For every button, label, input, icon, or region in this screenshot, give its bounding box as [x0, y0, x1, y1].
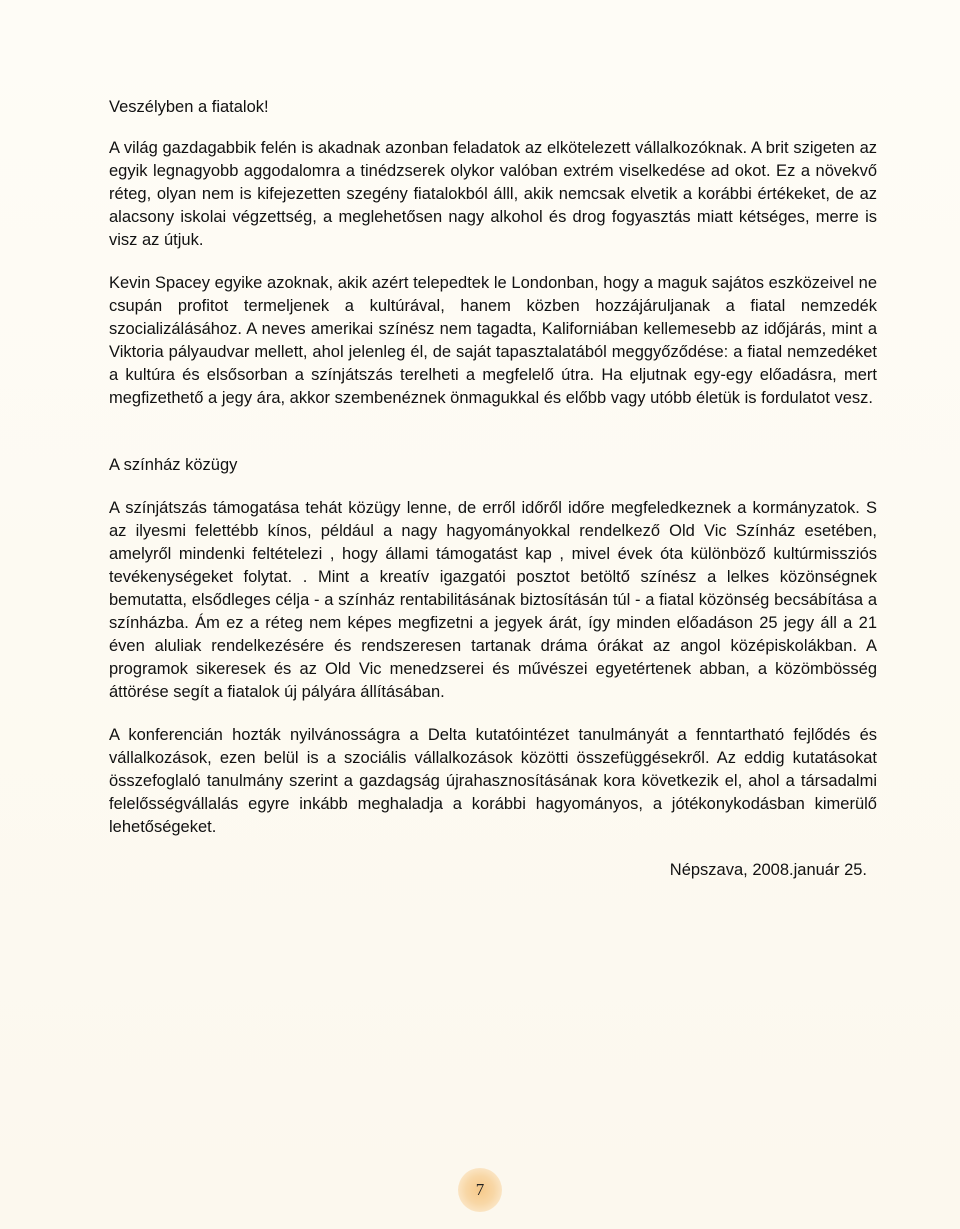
- section-title-theatre: A színház közügy: [109, 456, 238, 474]
- source-signature: Népszava, 2008.január 25.: [669, 861, 867, 879]
- page-number: 7: [475, 1180, 485, 1199]
- paragraph-4: A konferencián hozták nyilvánosságra a Delta kutatóintézet tanulmányát a fenntartható fejlődés és vállalkozások, ezen belül is a szociális vállalkozások közötti összefüggésekről. Az eddig kutatásokat összefoglaló tanulmány szerint a gazdagság újrahasznosításának kora következik el, ahol a társadalmi felelősségvállalás egyre inkább meghaladja a korábbi hagyományos, a jótékonykodásban kimerülő lehetőségeket.: [109, 726, 877, 836]
- section-title-danger: Veszélyben a fiatalok!: [109, 98, 269, 116]
- page-number-badge: [458, 1168, 502, 1212]
- article-body: [109, 96, 877, 882]
- paragraph-3: A színjátszás támogatása tehát közügy lenne, de erről időről időre megfeledkeznek a kormányzatok. S az ilyesmi felettébb kínos, például a nagy hagyományokkal rendelkező Old Vic Színház esetében, amelyről mindenki feltételezi , hogy állami támogatást kap , mivel évek óta különböző kultúrmissziós tevékenységeket folytat. . Mint a kreatív igazgatói posztot betöltő színész a lelkes közönségnek bemutatta, elsődleges célja - a színház rentabilitásának biztosításán túl - a fiatal közönség becsábítása a színházba. Ám ez a réteg nem képes megfizetni a jegyek árát, így minden előadáson 25 jegy áll a 21 éven aluliak rendelkezésére és rendszeresen tartanak dráma órákat az angol középiskolákban. A programok sikeresek és az Old Vic menedzserei és művészei egyetértenek abban, a közömbösség áttörése segít a fiatalok új pályára állításában.: [109, 499, 877, 701]
- paragraph-2: Kevin Spacey egyike azoknak, akik azért telepedtek le Londonban, hogy a maguk sajátos eszközeivel ne csupán profitot termeljenek a kultúrával, hanem közben hozzájáruljanak a fiatal nemzedék szocializálásához. A neves amerikai színész nem tagadta, Kaliforniában kellemesebb az időjárás, mint a Viktoria pályaudvar mellett, ahol jelenleg él, de saját tapasztalatából meggyőződése: a fiatal nemzedéket a kultúra és elsősorban a színjátszás terelheti a megfelelő útra. Ha eljutnak egy-egy előadásra, mert megfizethető a jegy ára, akkor szembenéznek önmagukkal és előbb vagy utóbb életük is fordulatot vesz.: [109, 274, 877, 407]
- paragraph-1: A világ gazdagabbik felén is akadnak azonban feladatok az elkötelezett vállalkozóknak. A brit szigeten az egyik legnagyobb aggodalomra a tinédzserek olykor valóban extrém viselkedése ad okot. Ez a növekvő réteg, olyan nem is kifejezetten szegény fiatalokból álll, akik nemcsak elvetik a korábbi értékeket, de az alacsony iskolai végzettség, a meglehetősen nagy alkohol és drog fogyasztás miatt kétséges, merre is visz az útjuk.: [109, 139, 877, 249]
